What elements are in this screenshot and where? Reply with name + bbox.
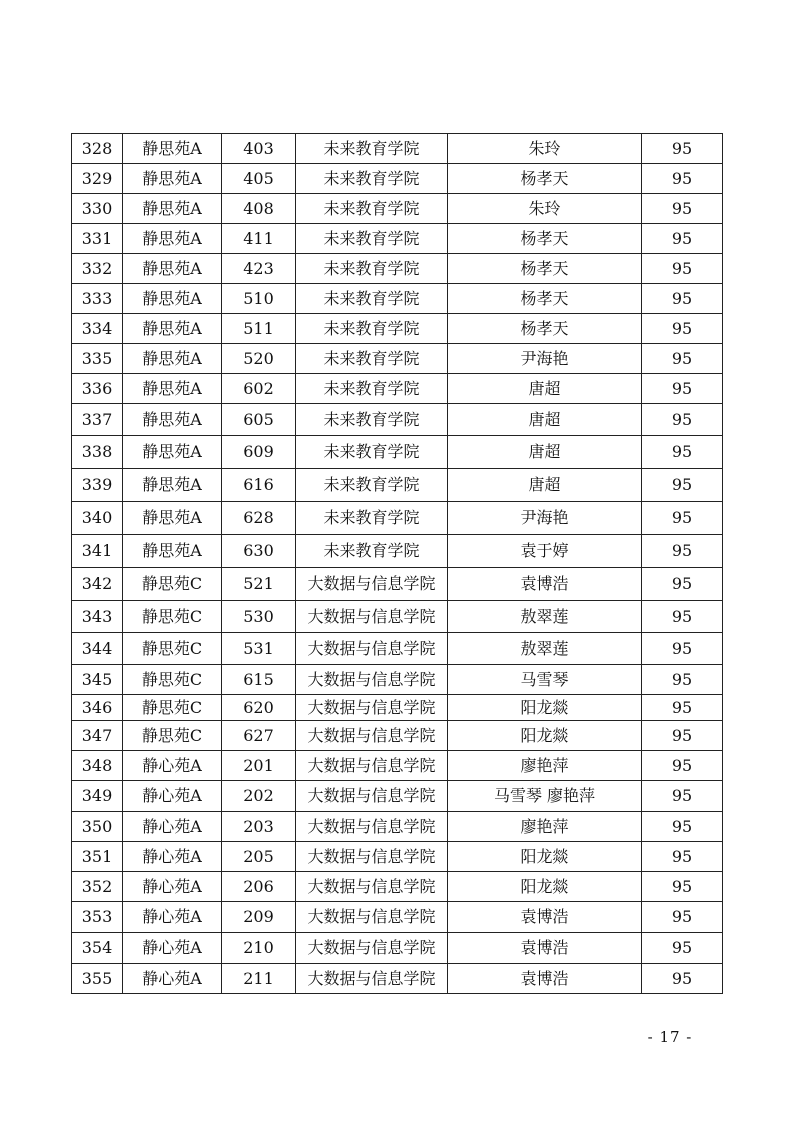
row-number: 342 xyxy=(72,568,123,601)
room-number: 531 xyxy=(222,633,296,665)
responsible-person: 杨孝天 xyxy=(448,284,642,314)
building-name: 静思苑A xyxy=(123,164,222,194)
row-number: 338 xyxy=(72,436,123,469)
room-number: 202 xyxy=(222,781,296,812)
row-number: 340 xyxy=(72,502,123,535)
building-name: 静心苑A xyxy=(123,872,222,902)
building-name: 静思苑A xyxy=(123,404,222,436)
college-name: 未来教育学院 xyxy=(296,502,448,535)
table-row xyxy=(72,314,723,344)
score-value: 95 xyxy=(642,933,723,964)
building-name: 静思苑A xyxy=(123,194,222,224)
table-row xyxy=(72,344,723,374)
responsible-person: 马雪琴 廖艳萍 xyxy=(448,781,642,812)
score-value: 95 xyxy=(642,224,723,254)
college-name: 未来教育学院 xyxy=(296,469,448,502)
row-number: 337 xyxy=(72,404,123,436)
score-value: 95 xyxy=(642,254,723,284)
row-number: 328 xyxy=(72,134,123,164)
room-number: 521 xyxy=(222,568,296,601)
score-value: 95 xyxy=(642,436,723,469)
row-number: 352 xyxy=(72,872,123,902)
building-name: 静心苑A xyxy=(123,812,222,842)
table-row xyxy=(72,535,723,568)
responsible-person: 袁博浩 xyxy=(448,933,642,964)
row-number: 346 xyxy=(72,695,123,721)
score-value: 95 xyxy=(642,134,723,164)
row-number: 339 xyxy=(72,469,123,502)
score-value: 95 xyxy=(642,842,723,872)
row-number: 329 xyxy=(72,164,123,194)
room-number: 628 xyxy=(222,502,296,535)
row-number: 341 xyxy=(72,535,123,568)
college-name: 大数据与信息学院 xyxy=(296,933,448,964)
row-number: 344 xyxy=(72,633,123,665)
building-name: 静思苑A xyxy=(123,469,222,502)
row-number: 331 xyxy=(72,224,123,254)
table-row xyxy=(72,812,723,842)
college-name: 大数据与信息学院 xyxy=(296,665,448,695)
table-row xyxy=(72,469,723,502)
college-name: 未来教育学院 xyxy=(296,436,448,469)
row-number: 335 xyxy=(72,344,123,374)
score-value: 95 xyxy=(642,374,723,404)
responsible-person: 廖艳萍 xyxy=(448,812,642,842)
college-name: 大数据与信息学院 xyxy=(296,721,448,751)
score-value: 95 xyxy=(642,665,723,695)
room-number: 520 xyxy=(222,344,296,374)
score-value: 95 xyxy=(642,633,723,665)
table-row xyxy=(72,568,723,601)
score-value: 95 xyxy=(642,535,723,568)
responsible-person: 朱玲 xyxy=(448,134,642,164)
college-name: 大数据与信息学院 xyxy=(296,964,448,994)
table-row xyxy=(72,164,723,194)
responsible-person: 杨孝天 xyxy=(448,164,642,194)
responsible-person: 朱玲 xyxy=(448,194,642,224)
room-number: 616 xyxy=(222,469,296,502)
score-value: 95 xyxy=(642,721,723,751)
building-name: 静思苑A xyxy=(123,284,222,314)
score-value: 95 xyxy=(642,568,723,601)
room-number: 602 xyxy=(222,374,296,404)
row-number: 345 xyxy=(72,665,123,695)
responsible-person: 敖翠莲 xyxy=(448,601,642,633)
building-name: 静心苑A xyxy=(123,751,222,781)
row-number: 351 xyxy=(72,842,123,872)
score-value: 95 xyxy=(642,872,723,902)
building-name: 静心苑A xyxy=(123,902,222,933)
score-value: 95 xyxy=(642,812,723,842)
responsible-person: 尹海艳 xyxy=(448,502,642,535)
room-number: 609 xyxy=(222,436,296,469)
responsible-person: 袁于婷 xyxy=(448,535,642,568)
table-row xyxy=(72,436,723,469)
table-row xyxy=(72,872,723,902)
room-number: 201 xyxy=(222,751,296,781)
college-name: 大数据与信息学院 xyxy=(296,842,448,872)
score-value: 95 xyxy=(642,964,723,994)
building-name: 静心苑A xyxy=(123,933,222,964)
responsible-person: 杨孝天 xyxy=(448,314,642,344)
college-name: 大数据与信息学院 xyxy=(296,872,448,902)
table-row xyxy=(72,254,723,284)
building-name: 静思苑A xyxy=(123,314,222,344)
score-value: 95 xyxy=(642,314,723,344)
college-name: 未来教育学院 xyxy=(296,254,448,284)
responsible-person: 袁博浩 xyxy=(448,902,642,933)
building-name: 静思苑C xyxy=(123,633,222,665)
building-name: 静思苑C xyxy=(123,721,222,751)
responsible-person: 袁博浩 xyxy=(448,568,642,601)
responsible-person: 杨孝天 xyxy=(448,254,642,284)
score-value: 95 xyxy=(642,601,723,633)
score-value: 95 xyxy=(642,344,723,374)
college-name: 大数据与信息学院 xyxy=(296,781,448,812)
building-name: 静心苑A xyxy=(123,964,222,994)
responsible-person: 马雪琴 xyxy=(448,665,642,695)
table-row xyxy=(72,964,723,994)
score-value: 95 xyxy=(642,751,723,781)
score-value: 95 xyxy=(642,902,723,933)
room-number: 627 xyxy=(222,721,296,751)
room-number: 209 xyxy=(222,902,296,933)
responsible-person: 敖翠莲 xyxy=(448,633,642,665)
college-name: 未来教育学院 xyxy=(296,535,448,568)
responsible-person: 袁博浩 xyxy=(448,964,642,994)
row-number: 355 xyxy=(72,964,123,994)
room-number: 630 xyxy=(222,535,296,568)
score-value: 95 xyxy=(642,502,723,535)
row-number: 349 xyxy=(72,781,123,812)
college-name: 大数据与信息学院 xyxy=(296,902,448,933)
table-row xyxy=(72,781,723,812)
table-row xyxy=(72,194,723,224)
row-number: 353 xyxy=(72,902,123,933)
table-row xyxy=(72,842,723,872)
building-name: 静心苑A xyxy=(123,781,222,812)
responsible-person: 阳龙燚 xyxy=(448,721,642,751)
responsible-person: 唐超 xyxy=(448,469,642,502)
table-row xyxy=(72,751,723,781)
college-name: 大数据与信息学院 xyxy=(296,568,448,601)
room-number: 403 xyxy=(222,134,296,164)
row-number: 350 xyxy=(72,812,123,842)
room-number: 206 xyxy=(222,872,296,902)
room-number: 408 xyxy=(222,194,296,224)
score-value: 95 xyxy=(642,284,723,314)
table-row xyxy=(72,374,723,404)
college-name: 未来教育学院 xyxy=(296,134,448,164)
room-number: 205 xyxy=(222,842,296,872)
score-value: 95 xyxy=(642,469,723,502)
college-name: 未来教育学院 xyxy=(296,404,448,436)
college-name: 未来教育学院 xyxy=(296,374,448,404)
dormitory-score-table xyxy=(71,133,723,994)
table-row xyxy=(72,404,723,436)
responsible-person: 杨孝天 xyxy=(448,224,642,254)
college-name: 大数据与信息学院 xyxy=(296,812,448,842)
table-row xyxy=(72,933,723,964)
college-name: 未来教育学院 xyxy=(296,314,448,344)
college-name: 大数据与信息学院 xyxy=(296,633,448,665)
row-number: 333 xyxy=(72,284,123,314)
score-value: 95 xyxy=(642,194,723,224)
room-number: 510 xyxy=(222,284,296,314)
room-number: 511 xyxy=(222,314,296,344)
room-number: 605 xyxy=(222,404,296,436)
room-number: 620 xyxy=(222,695,296,721)
row-number: 343 xyxy=(72,601,123,633)
responsible-person: 阳龙燚 xyxy=(448,842,642,872)
building-name: 静思苑C xyxy=(123,601,222,633)
college-name: 未来教育学院 xyxy=(296,224,448,254)
room-number: 615 xyxy=(222,665,296,695)
room-number: 210 xyxy=(222,933,296,964)
building-name: 静思苑A xyxy=(123,344,222,374)
table-row xyxy=(72,695,723,721)
responsible-person: 阳龙燚 xyxy=(448,695,642,721)
building-name: 静思苑A xyxy=(123,374,222,404)
college-name: 未来教育学院 xyxy=(296,344,448,374)
responsible-person: 唐超 xyxy=(448,404,642,436)
score-value: 95 xyxy=(642,781,723,812)
score-value: 95 xyxy=(642,164,723,194)
table-row xyxy=(72,601,723,633)
college-name: 大数据与信息学院 xyxy=(296,751,448,781)
room-number: 211 xyxy=(222,964,296,994)
room-number: 405 xyxy=(222,164,296,194)
building-name: 静心苑A xyxy=(123,842,222,872)
college-name: 大数据与信息学院 xyxy=(296,695,448,721)
college-name: 未来教育学院 xyxy=(296,164,448,194)
room-number: 530 xyxy=(222,601,296,633)
room-number: 411 xyxy=(222,224,296,254)
row-number: 354 xyxy=(72,933,123,964)
score-value: 95 xyxy=(642,404,723,436)
building-name: 静思苑A xyxy=(123,134,222,164)
building-name: 静思苑A xyxy=(123,436,222,469)
row-number: 336 xyxy=(72,374,123,404)
building-name: 静思苑A xyxy=(123,254,222,284)
responsible-person: 阳龙燚 xyxy=(448,872,642,902)
building-name: 静思苑A xyxy=(123,502,222,535)
row-number: 348 xyxy=(72,751,123,781)
building-name: 静思苑C xyxy=(123,568,222,601)
building-name: 静思苑A xyxy=(123,535,222,568)
college-name: 未来教育学院 xyxy=(296,194,448,224)
college-name: 大数据与信息学院 xyxy=(296,601,448,633)
page-number: - 17 - xyxy=(647,1028,693,1046)
table-row xyxy=(72,665,723,695)
table-row xyxy=(72,721,723,751)
table-body xyxy=(72,134,723,994)
room-number: 423 xyxy=(222,254,296,284)
row-number: 330 xyxy=(72,194,123,224)
responsible-person: 尹海艳 xyxy=(448,344,642,374)
score-value: 95 xyxy=(642,695,723,721)
responsible-person: 廖艳萍 xyxy=(448,751,642,781)
responsible-person: 唐超 xyxy=(448,436,642,469)
table-row xyxy=(72,902,723,933)
room-number: 203 xyxy=(222,812,296,842)
row-number: 334 xyxy=(72,314,123,344)
row-number: 332 xyxy=(72,254,123,284)
table-row xyxy=(72,502,723,535)
building-name: 静思苑A xyxy=(123,224,222,254)
row-number: 347 xyxy=(72,721,123,751)
building-name: 静思苑C xyxy=(123,665,222,695)
table-row xyxy=(72,134,723,164)
college-name: 未来教育学院 xyxy=(296,284,448,314)
building-name: 静思苑C xyxy=(123,695,222,721)
table-row xyxy=(72,633,723,665)
table-row xyxy=(72,224,723,254)
table-row xyxy=(72,284,723,314)
responsible-person: 唐超 xyxy=(448,374,642,404)
